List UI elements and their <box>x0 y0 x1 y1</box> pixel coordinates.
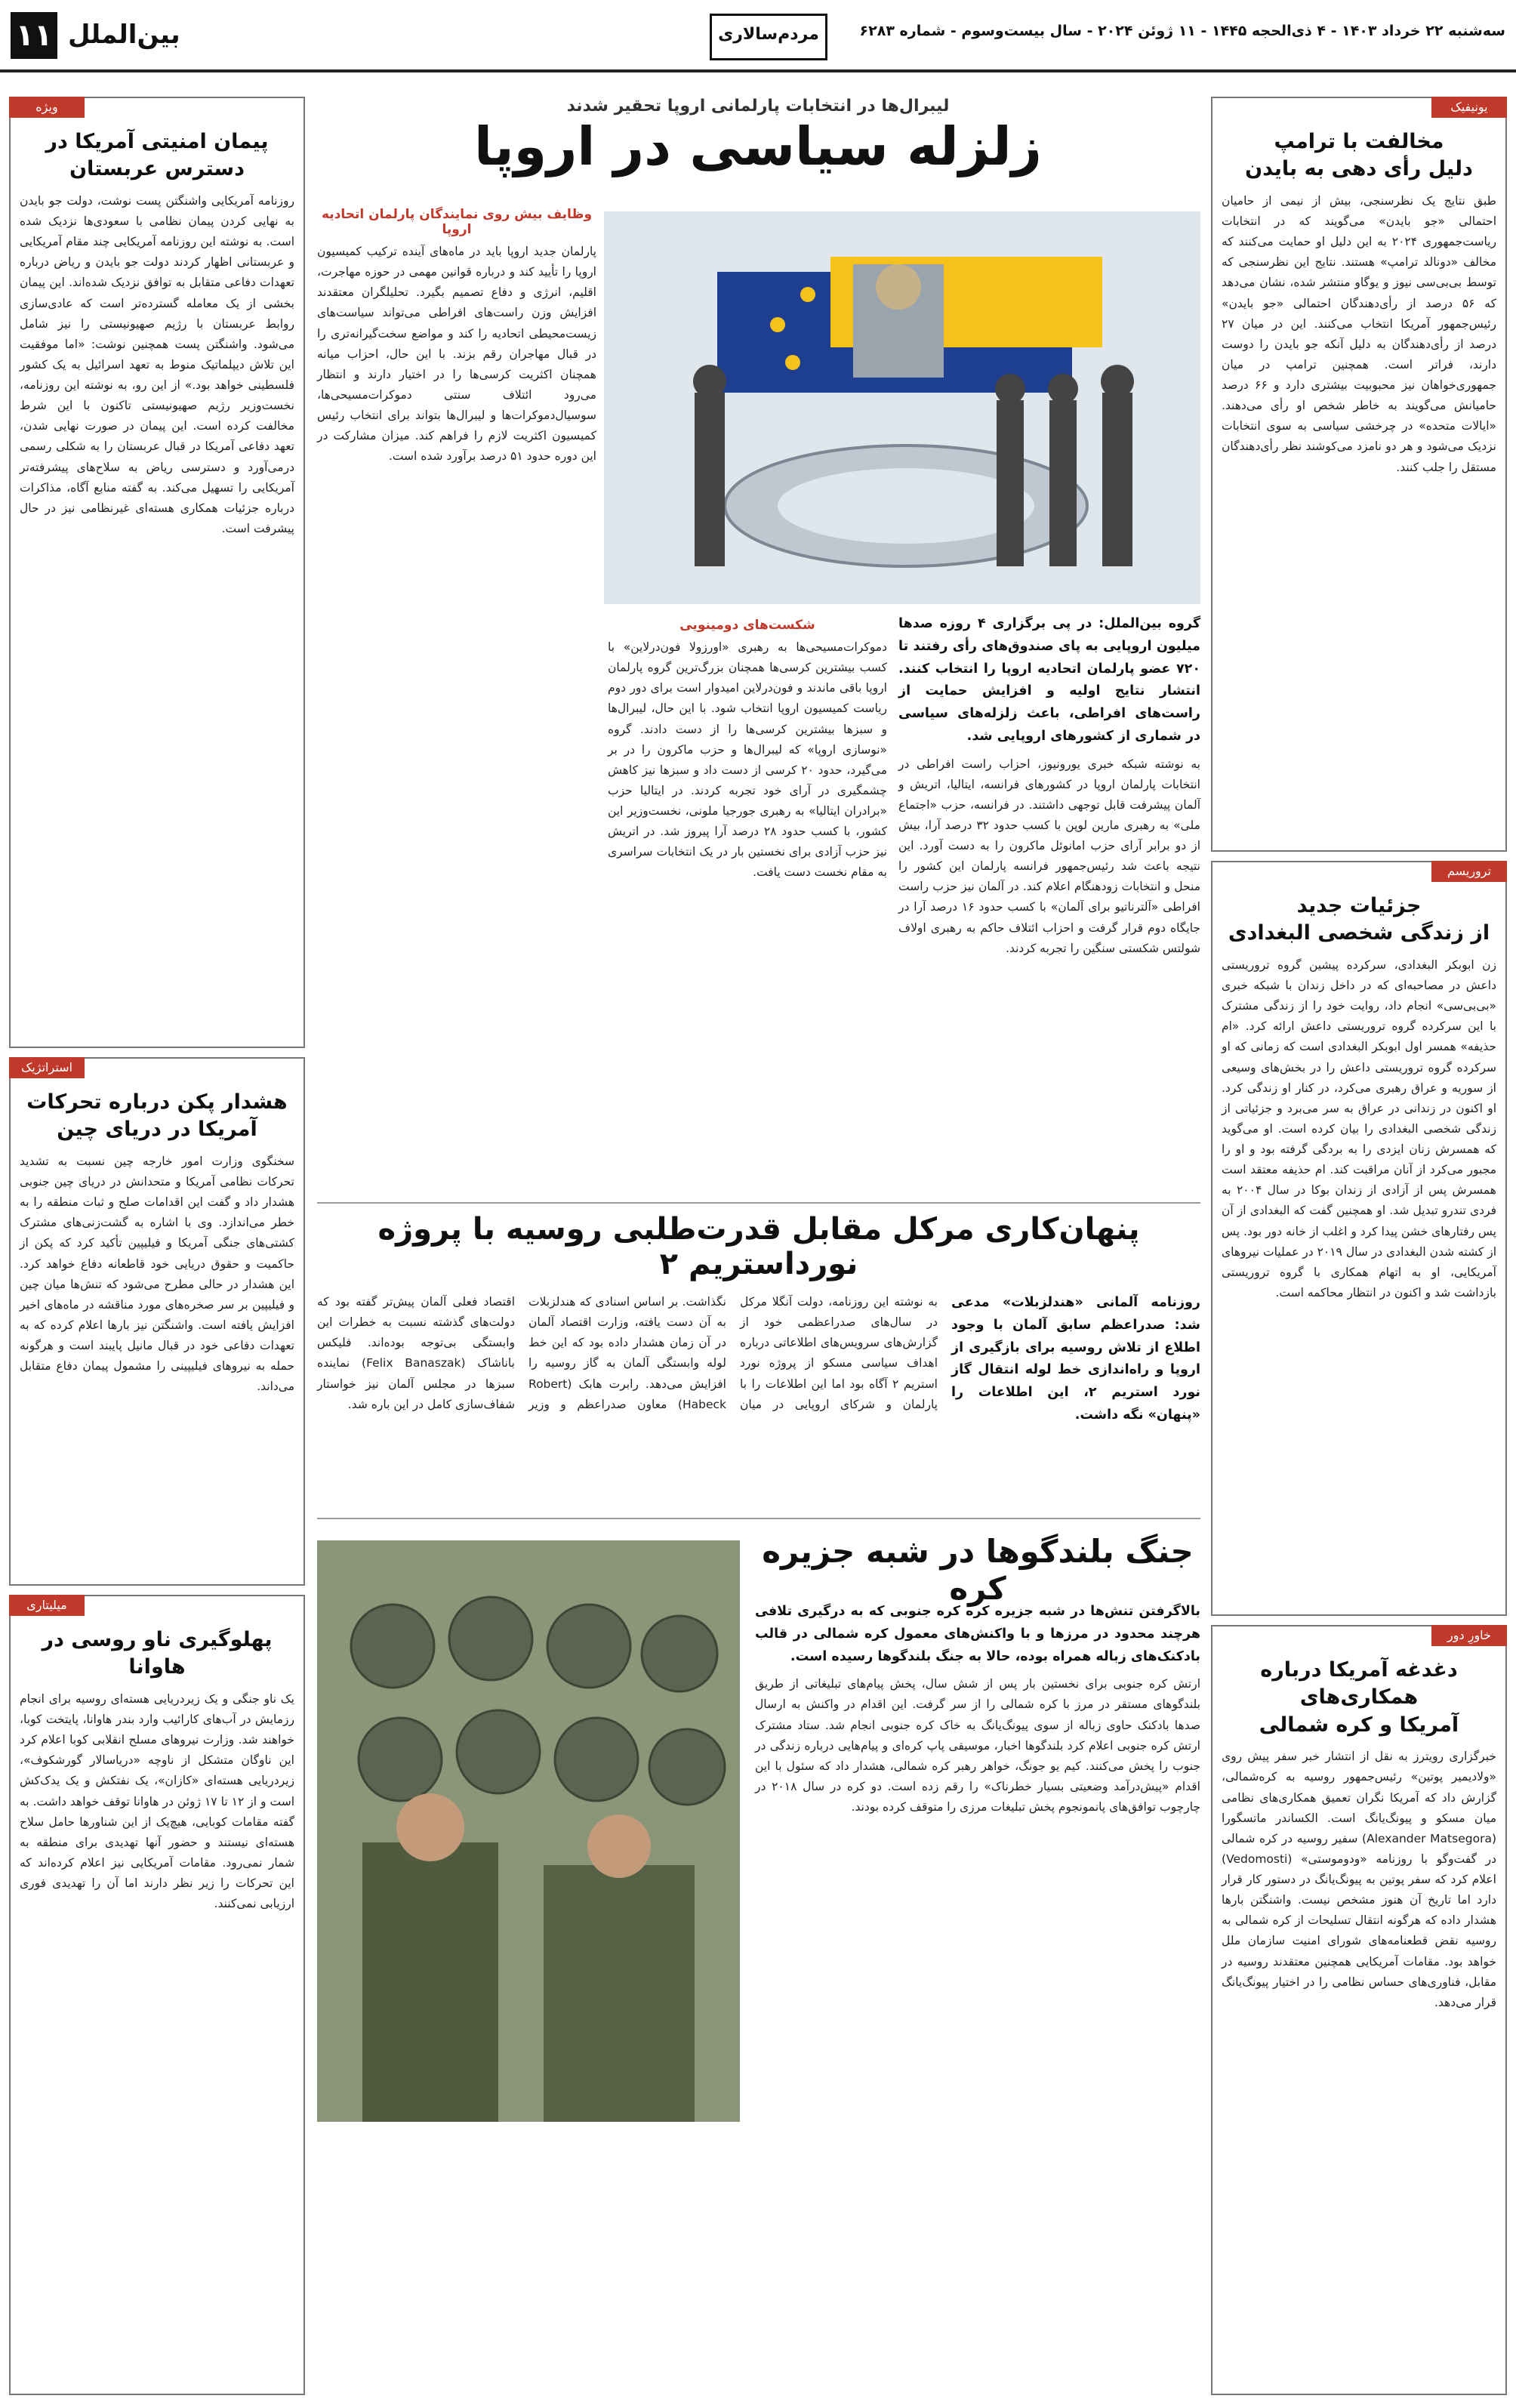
loudspeaker-image <box>317 1540 740 2122</box>
masthead <box>0 0 1516 72</box>
story2-body: به نوشته این روزنامه، دولت آنگلا مرکل در سال‌های صدراعظمی خود از گزارش‌های سرویس‌های اطلاعاتی درباره اهداف سیاسی مسکو از پروژه نورد استریم ۲ آگاه بود اما این اطلاعات را با پارلمان و شرکای اروپایی در میان نگذاشت. بر اساس اسنادی که هندلزبلات به آن دست یافته، وزارت اقتصاد آلمان در آن زمان هشدار داده بود که این خط لوله وابستگی آلمان به گاز روسیه را افزایش می‌دهد. رابرت هابک (Robert Habeck) معاون صدراعظم و وزیر اقتصاد فعلی آلمان پیش‌تر گفته بود که دولت‌های گذشته نسبت به خطرات این وابستگی بی‌توجه بوده‌اند. فلیکس باناشاک (Felix Banaszak) نماینده سبزها در مجلس آلمان نیز خواستار شفاف‌سازی کامل در این باره شد. <box>317 1295 938 1411</box>
article-title[interactable]: دغدغه آمریکا درباره همکاری‌های آمریکا و کره شمالی <box>1259 1658 1459 1737</box>
lead-kicker: لیبرال‌ها در انتخابات پارلمانی اروپا تحقیر شدند <box>566 97 950 116</box>
article-tag: استراتژیک <box>9 1057 85 1078</box>
article-title[interactable]: هشدار پکن درباره تحرکات آمریکا در دریای چین <box>26 1090 288 1142</box>
section-title: بین‌الملل <box>68 20 180 50</box>
lead-column-3 <box>317 202 596 1192</box>
article-title[interactable]: پیمان امنیتی آمریکا در دسترس عربستان <box>45 130 269 181</box>
lead-column-1 <box>898 613 1200 1195</box>
lead-body-1: به نوشته شبکه خبری یورونیوز، احزاب راست افراطی در انتخابات پارلمان اروپا در کشورهای فرانسه، ایتالیا، اتریش و آلمان پیشرفت قابل توجهی داشتند. در فرانسه، حزب «اجتماع ملی» به رهبری مارین لوپن با کسب حدود ۳۲ درصد آرا، بیش از دو برابر آرای حزب امانوئل ماکرون را به دست آورد. این نتیجه باعث شد رئیس‌جمهور فرانسه پارلمان این کشور را منحل و انتخابات زودهنگام اعلام کند. در آلمان نیز حزب راست افراطی «آلترناتیو برای آلمان» با کسب حدود ۱۶ درصد آرا در جایگاه دوم قرار گرفت و احزاب ائتلاف حاکم به رهبری اولاف شولتس شکستی سنگین را تجربه کردند. <box>898 757 1200 955</box>
article-body: سخنگوی وزارت امور خارجه چین نسبت به تشدید تحرکات نظامی آمریکا و متحدانش در دریای چین جنوبی هشدار داد و گفت این اقدامات صلح و ثبات منطقه را به خطر می‌اندازد. وی با اشاره به گشت‌زنی‌های مشترک کشتی‌های جنگی آمریکا و فیلیپین تأکید کرد که پکن از حاکمیت و حقوق دریایی خود قاطعانه دفاع خواهد کرد. این هشدار در حالی مطرح می‌شود که تنش‌ها میان چین و فیلیپین بر سر صخره‌های مورد مناقشه در ماه‌های اخیر افزایش یافته است. واشنگتن نیز بارها اعلام کرده که به تعهدات دفاعی خود در قبال مانیل پایبند است و هرگونه حمله به نیروهای فیلیپینی را مشمول پیمان دفاع متقابل می‌داند. <box>20 1154 294 1394</box>
article-body: زن ابوبکر البغدادی، سرکرده پیشین گروه تروریستی داعش در مصاحبه‌ای که در داخل زندان با شبکه خبری «بی‌بی‌سی» انجام داد، روایت خود را از زندگی مشترک با این سرکرده گروه تروریستی داعش ارائه کرد. «ام حذیفه» همسر اول ابوبکر البغدادی است که زمانی که او سرکرده گروه تروریستی داعش را در بخش‌های وسیعی از سوریه و عراق رهبری می‌کرد، در کنار او زندگی کرد. او اکنون در زندانی در عراق به سر می‌برد و جزئیاتی از زندگی شخصی البغدادی را بیان کرده است. او می‌گوید که همسرش زنان ایزدی را به بردگی گرفته بود و او را مجبور می‌کرد از آنان مراقبت کند. ام حذیفه معتقد است همسرش پس از آزادی از زندان بوکا در سال ۲۰۰۴ به فردی تندرو تبدیل شد. او همچنین گفت که البغدادی از آن پس رفتارهای خشن پیدا کرد و اغلب از خانه دور بود. پس از کشته شدن البغدادی در سال ۲۰۱۹ در عملیات نیروهای آمریکایی، او به اتهام همکاری با گروه تروریستی بازداشت شد و اکنون در انتظار محاکمه است. <box>1222 957 1496 1300</box>
eu-parliament-illustration <box>604 211 1200 604</box>
article-title[interactable]: پهلوگیری ناو روسی در هاوانا <box>42 1628 273 1679</box>
story3-header <box>755 1533 1200 1607</box>
lead-body-2: دموکرات‌مسیحی‌ها به رهبری «اورزولا فون‌درلاین» با کسب بیشترین کرسی‌ها همچنان بزرگ‌ترین گروه پارلمان اروپا باقی ماندند و فون‌درلاین امیدوار است برای دور دوم ریاست کمیسیون اروپا انتخاب شود. با این حال، لیبرال‌ها و سبزها بیشترین کرسی‌ها را از دست دادند. گروه «نوسازی اروپا» که لیبرال‌ها و حزب ماکرون را در بر می‌گیرد، حدود ۲۰ کرسی از دست داد و سبزها نیز کاهش چشمگیری در آرای خود تجربه کردند. در ایتالیا حزب «برادران ایتالیا» به رهبری جورجیا ملونی، نخست‌وزیر این کشور، با کسب حدود ۲۸ درصد آرا پیروز شد. در اتریش نیز حزب آزادی برای نخستین بار در یک انتخابات سراسری به مقام نخست دست یافت. <box>608 640 888 880</box>
article-tag: تروریسم <box>1431 861 1507 882</box>
lead-story-header <box>317 97 1199 187</box>
article-trump-opposition <box>1211 97 1507 852</box>
article-body: خبرگزاری رویترز به نقل از انتشار خبر سفر پیش روی «ولادیمیر پوتین» رئیس‌جمهور روسیه به کره‌شمالی، گزارش داد که آمریکا نگران تعمیق همکاری‌های نظامی میان مسکو و پیونگ‌یانگ است. الکساندر ماتسگورا (Alexander Matsegora) سفیر روسیه در کره شمالی در گفت‌وگو با روزنامه «ودوموستی» (Vedomosti) اعلام کرد که سفر پوتین به پیونگ‌یانگ در دستور کار قرار دارد اما تاریخ آن هنوز مشخص نیست. واشنگتن بارها هشدار داده که هرگونه انتقال تسلیحات از کره شمالی به روسیه نقض قطعنامه‌های شورای امنیت سازمان ملل خواهد بود. مقامات آمریکایی همچنین معتقدند روسیه در مقابل، فناوری‌های حساس نظامی را در اختیار پیونگ‌یانگ قرار می‌دهد. <box>1222 1750 1496 2009</box>
article-body: روزنامه آمریکایی واشنگتن پست نوشت، دولت جو بایدن به نهایی کردن پیمان نظامی با سعودی‌ها نزدیک شده است. به نوشته این روزنامه آمریکایی چند مقام آمریکایی و عربستانی اظهار کردند دولت جو بایدن و ریاض درباره تعهدات دفاعی متقابل به توافق نزدیک شده‌اند. این پیمان بخشی از یک معامله گسترده‌تر است که عادی‌سازی روابط عربستان با رژیم صهیونیستی را نیز شامل می‌شود. واشنگتن پست همچنین نوشت: «اما موفقیت این تلاش دیپلماتیک منوط به تعهد اسرائیل به یک کشور فلسطینی خواهد بود.» از این رو، به نوشته این روزنامه، نخست‌وزیر رژیم صهیونیستی تاکنون با این شرط مخالفت کرده است. این پیمان در صورت نهایی شدن، تعهد دفاعی آمریکا در قبال عربستان را به شکلی رسمی درمی‌آورد و دسترسی ریاض به سلاح‌های پیشرفته‌تر آمریکایی را تسهیل می‌کند. به گفته منابع آگاه، مذاکرات درباره جزئیات همکاری هسته‌ای غیرنظامی نیز در حال پیشرفت است. <box>20 193 294 535</box>
page-number: ۱۱ <box>11 12 57 59</box>
article-russian-ship-havana <box>9 1595 305 2395</box>
lead-body-3: پارلمان جدید اروپا باید در ماه‌های آینده ترکیب کمیسیون اروپا را تأیید کند و درباره قوانین مهمی در حوزه مهاجرت، اقلیم، انرژی و دفاع تصمیم بگیرد. تحلیلگران معتقدند افزایش وزن راست‌های افراطی می‌تواند سیاست‌های زیست‌محیطی اتحادیه را کند و مواضع سخت‌گیرانه‌تری را در قبال مهاجران رقم بزند. با این حال، احزاب میانه همچنان اکثریت کرسی‌ها را در اختیار دارند و انتظار می‌رود ائتلاف سنتی دموکرات‌مسیحی‌ها، سوسیال‌دموکرات‌ها و لیبرال‌ها بتواند برای انتخاب رئیس کمیسیون اکثریت لازم را فراهم کند. میزان مشارکت در این دوره حدود ۵۱ درصد برآورد شده است. <box>317 245 596 464</box>
article-tag: خاورِ دور <box>1431 1625 1507 1646</box>
story3-lead: بالاگرفتن تنش‌ها در شبه جزیره کره کره جنوبی که به درگیری تلافی هرچند محدود در مرزها و با واکنش‌های معمول کره شمالی در قالب بادکنک‌های زباله همراه بوده، حالا به جنگ بلندگوها رسیده است. <box>755 1604 1200 1664</box>
story2-lead: روزنامه آلمانی «هندلزبلات» مدعی شد: صدراعظم سابق آلمان با وجود اطلاع از تلاش روسیه برای بازگیری از اروپا و راه‌اندازی خط لوله انتقال گاز نورد استریم ۲، این اطلاعات را «پنهان» نگه داشت. <box>951 1295 1200 1423</box>
article-saudi-pact <box>9 97 305 1048</box>
article-south-china-sea <box>9 1057 305 1586</box>
lead-subhead-2: وظایف بیش روی نمایندگان پارلمان اتحادیه اروپا <box>321 207 593 237</box>
article-body: یک ناو جنگی و یک زیردریایی هسته‌ای روسیه برای انجام رزمایش در آب‌های کارائیب وارد بندر هاوانا، پایتخت کوبا، خواهند شد. وزارت نیروهای مسلح انقلابی کوبا اعلام کرد این ناوگان متشکل از ناوچه «دریاسالار گورشکوف»، زیردریایی هسته‌ای «کازان»، یک نفتکش و یک یدک‌کش است و از ۱۲ تا ۱۷ ژوئن در هاوانا توقف خواهد داشت. به گفته مقامات کوبایی، هیچ‌یک از این شناورها حامل سلاح هسته‌ای نیستند و حضور آنها تهدیدی برای منطقه به شمار نمی‌رود. مقامات آمریکایی نیز اعلام کرده‌اند که این تحرکات را زیر نظر دارند اما آن را تهدیدی فوری ارزیابی نمی‌کنند. <box>20 1691 295 1911</box>
article-tag: یونیفیک <box>1431 97 1507 118</box>
article-title[interactable]: مخالفت با ترامپ دلیل رأی دهی به بایدن <box>1245 130 1473 181</box>
story3-body: ارتش کره جنوبی برای نخستین بار پس از شش سال، پخش پیام‌های تبلیغاتی از طریق بلندگوهای مستقر در مرز با کره شمالی را از سر گرفت. این اقدام در واکنش به ارسال صدها بادکنک حاوی زباله از سوی پیونگ‌یانگ به خاک کره جنوبی انجام شد. ستاد مشترک ارتش کره جنوبی اعلام کرد بلندگوها اخبار، موسیقی پاپ کره‌ای و پیام‌هایی درباره زندگی در جنوب را پخش می‌کنند. کیم یو جونگ، خواهر رهبر کره شمالی، هشدار داد که سئول با این اقدام «پیش‌درآمد وضعیتی بسیار خطرناک» را رقم زده است. دو کره در سال ۲۰۱۸ در چارچوب توافق‌های پانمونجوم پخش تبلیغات مرزی را متوقف کرده بودند. <box>755 1677 1200 1814</box>
article-body: طبق نتایج یک نظرسنجی، بیش از نیمی از حامیان احتمالی «جو بایدن» می‌گویند که در انتخابات ریاست‌جمهوری ۲۰۲۴ به این دلیل او حمایت می‌کنند که مخالف «دونالد ترامپ» هستند. نتایج این نظرسنجی که توسط بی‌بی‌سی نیوز و یوگاو منتشر شده، نشان می‌دهد که ۵۶ درصد از رأی‌دهندگان احتمالی «جو بایدن» رئیس‌جمهور آمریکا انتخاب می‌کنند. این در میان ۲۷ درصد از رأی‌دهندگان به دلیل آنکه جو بایدن را دوست دارند، فراتر است. همچنین ترامپ در میان جمهوری‌خواهان نیز محبوبیت بیشتری دارد و ۶۶ درصد حامیانش می‌گویند به خاطر شخص او رأی می‌دهند. «ایالات متحده» در چرخشی سیاسی به سوی انتخابات نزدیک می‌شود و هر دو نامزد می‌کوشند نظر رأی‌دهندگان مستقل را جلب کنند. <box>1222 193 1497 474</box>
story2-headline[interactable]: پنهان‌کاری مرکل مقابل قدرت‌طلبی روسیه با پروژه نورداستریم ۲ <box>377 1212 1140 1281</box>
lead-headline[interactable]: زلزله سیاسی در اروپا <box>474 116 1042 177</box>
article-tag: میلیتاری <box>9 1595 85 1616</box>
lead-subhead-1: شکست‌های دومینویی <box>679 618 815 633</box>
date-line: سه‌شنبه ۲۲ خرداد ۱۴۰۳ - ۴ ذی‌الحجه ۱۴۴۵ - ۱۱ ژوئن ۲۰۲۴ - سال بیست‌وسوم - شماره ۶۲۸۳ <box>859 23 1505 39</box>
lead-column-2 <box>608 613 887 1195</box>
article-tag: ویژه <box>9 97 85 118</box>
divider <box>317 1518 1200 1519</box>
article-title[interactable]: جزئیات جدید از زندگی شخصی البغدادی <box>1228 894 1490 945</box>
lead-paragraph: گروه بین‌الملل: در پی برگزاری ۴ روزه صدها میلیون اروپایی به پای صندوق‌های رأی رفتند تا ۷۲۰ عضو پارلمان اتحادیه اروپا را انتخاب کنند. انتشار نتایج اولیه و افزایش حمایت از راست‌های افراطی، باعث زلزله‌های سیاسی در شماری از کشورهای اروپایی شد. <box>898 616 1200 744</box>
article-baghdadi <box>1211 861 1507 1616</box>
lead-illustration <box>604 211 1200 604</box>
divider <box>317 1202 1200 1204</box>
story-nordstream <box>317 1212 1200 1506</box>
article-us-north-korea <box>1211 1625 1507 2395</box>
loudspeaker-photo <box>317 1540 740 2122</box>
newspaper-logo[interactable]: مردم‌سالاری <box>710 14 827 60</box>
story3-headline[interactable]: جنگ بلندگوها در شبه جزیره کره <box>762 1533 1194 1607</box>
story3-text <box>755 1601 1200 2394</box>
